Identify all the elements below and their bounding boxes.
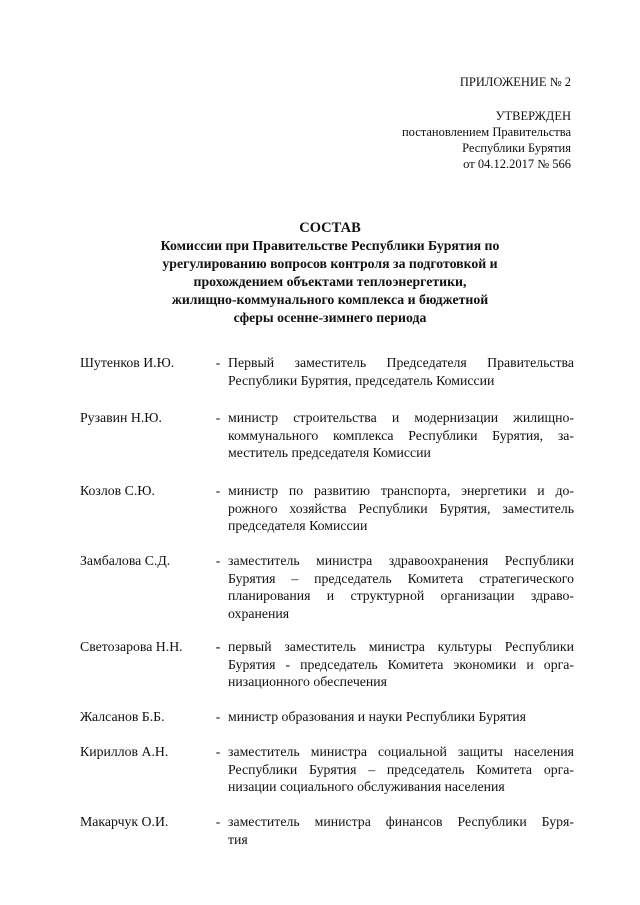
member-role-line: коммунального комплекса Республики Бурятия, за- xyxy=(228,427,574,443)
member-role xyxy=(228,354,574,389)
member-dash: - xyxy=(215,744,221,759)
member-role-line: министр образования и науки Республики Бурятия xyxy=(228,709,526,724)
member-role-line: министр по развитию транспорта, энергетики и до- xyxy=(228,483,574,498)
member-role-line: председателя Комиссии xyxy=(228,518,368,533)
member-role-line: заместитель министра здравоохранения Республики xyxy=(228,553,574,568)
approved-label: УТВЕРЖДЕН xyxy=(495,109,571,123)
member-role-line: низационного обеспечения xyxy=(228,674,388,689)
title-line: сферы осенне-зимнего периода xyxy=(233,310,427,325)
member-entry xyxy=(80,708,574,743)
member-name: Замбалова С.Д. xyxy=(80,553,171,568)
title-main: СОСТАВ xyxy=(299,220,361,236)
member-name: Козлов С.Ю. xyxy=(80,483,155,498)
title-line: жилищно-коммунального комплекса и бюджетной xyxy=(171,292,489,307)
member-role xyxy=(228,482,574,535)
member-name: Макарчук О.И. xyxy=(80,814,169,829)
member-role-line: рожного хозяйства Республики Бурятия, заместитель xyxy=(228,500,574,516)
member-name: Кириллов А.Н. xyxy=(80,744,169,759)
member-role-line: низации социального обслуживания населения xyxy=(228,779,505,794)
member-dash: - xyxy=(215,355,221,370)
member-role-line: планирования и структурной организации здраво- xyxy=(228,588,574,603)
member-entry xyxy=(80,552,574,638)
member-role-line: Республики Бурятия, председатель Комиссии xyxy=(228,372,495,388)
member-role-line: Бурятия - председатель Комитета экономики и орга- xyxy=(228,656,574,672)
members-list xyxy=(80,354,574,849)
member-entry xyxy=(80,638,574,708)
member-dash: - xyxy=(215,639,221,654)
member-role-line: меститель председателя Комиссии xyxy=(228,445,431,460)
member-role-line: первый заместитель министра культуры Республики xyxy=(228,639,574,654)
member-dash: - xyxy=(215,410,221,425)
member-name: Жалсанов Б.Б. xyxy=(80,709,165,724)
member-dash: - xyxy=(215,709,221,724)
member-name: Рузавин Н.Ю. xyxy=(80,410,162,425)
member-role-line: Республики Бурятия – председатель Комитета орга- xyxy=(228,761,574,777)
appendix-number: ПРИЛОЖЕНИЕ № 2 xyxy=(459,75,571,89)
member-dash: - xyxy=(215,483,221,498)
member-dash: - xyxy=(215,814,221,829)
member-role xyxy=(228,743,574,796)
member-name: Светозарова Н.Н. xyxy=(80,639,183,654)
title-line: прохождением объектами теплоэнергетики, xyxy=(193,274,467,289)
title-line: Комиссии при Правительстве Республики Бурятия по xyxy=(160,238,500,253)
member-role xyxy=(228,638,574,691)
title-line: урегулированию вопросов контроля за подготовкой и xyxy=(162,256,498,271)
member-entry xyxy=(80,743,574,813)
approval-stamp xyxy=(402,74,571,172)
approval-line-3: от 04.12.2017 № 566 xyxy=(463,157,571,171)
member-role xyxy=(228,409,574,462)
member-role-line: охранения xyxy=(228,605,290,621)
member-name: Шутенков И.Ю. xyxy=(80,355,175,370)
member-dash: - xyxy=(215,553,221,568)
member-role xyxy=(228,813,574,848)
approval-line-2: Республики Бурятия xyxy=(462,141,571,155)
member-entry xyxy=(80,813,574,849)
member-role-line: заместитель министра социальной защиты населения xyxy=(228,744,574,759)
approval-line-1: постановлением Правительства xyxy=(401,125,571,139)
member-role-line: тия xyxy=(228,831,248,847)
member-entry xyxy=(80,354,574,409)
member-role-line: министр строительства и модернизации жилищно- xyxy=(228,410,574,425)
member-role-line: Первый заместитель Председателя Правительства xyxy=(228,355,574,370)
member-role xyxy=(228,708,574,726)
member-role-line: заместитель министра финансов Республики Буря- xyxy=(228,814,574,829)
document-title xyxy=(80,219,580,327)
member-entry xyxy=(80,409,574,482)
member-role xyxy=(228,552,574,622)
member-entry xyxy=(80,482,574,552)
member-role-line: Бурятия – председатель Комитета стратегического xyxy=(228,570,574,586)
